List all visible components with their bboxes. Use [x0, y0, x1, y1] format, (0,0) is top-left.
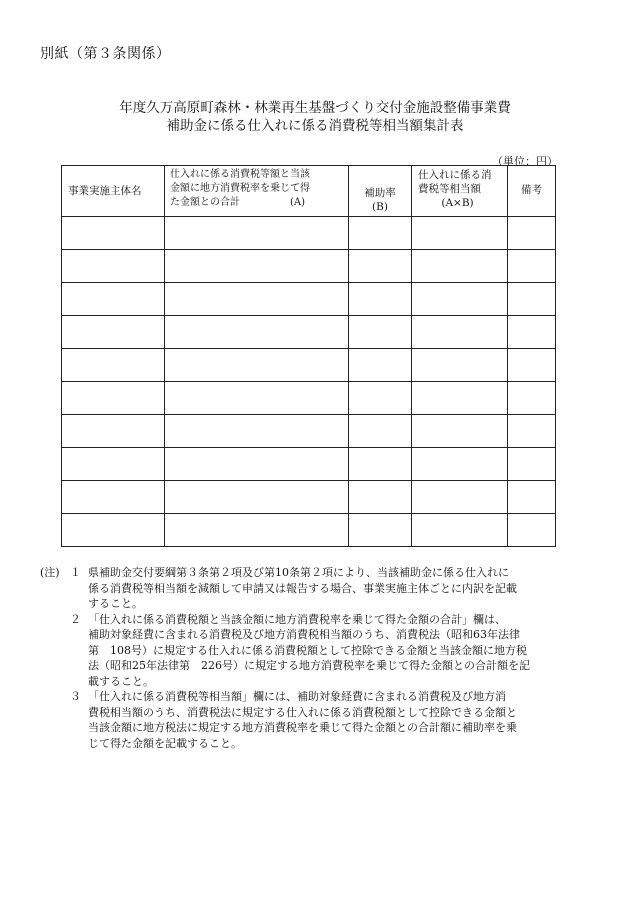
table-cell[interactable]: [412, 415, 508, 448]
table-cell[interactable]: [508, 316, 556, 349]
table-cell[interactable]: [412, 283, 508, 316]
table-cell[interactable]: [165, 415, 349, 448]
table-cell[interactable]: [508, 382, 556, 415]
table-row: [62, 349, 556, 382]
header-subsidy-rate: 補助率 (B): [349, 166, 412, 217]
table-cell[interactable]: [165, 481, 349, 514]
title-line-2: 補助金に係る仕入れに係る消費税等相当額集計表: [166, 118, 464, 134]
table-cell[interactable]: [62, 448, 165, 481]
table-cell[interactable]: [412, 250, 508, 283]
table-row: [62, 382, 556, 415]
table-cell[interactable]: [412, 349, 508, 382]
header-entity-name: 事業実施主体名: [62, 166, 165, 217]
notes-prefix: (注): [40, 566, 60, 579]
table-cell[interactable]: [412, 382, 508, 415]
table-header-row: [62, 166, 556, 217]
table-cell[interactable]: [165, 283, 349, 316]
table-cell[interactable]: [349, 514, 412, 547]
table-cell[interactable]: [62, 481, 165, 514]
table-row: [62, 217, 556, 250]
note-number: ３: [70, 690, 81, 703]
table-cell[interactable]: [62, 382, 165, 415]
table-cell[interactable]: [62, 349, 165, 382]
table-cell[interactable]: [349, 283, 412, 316]
header-tax-equivalent: 仕入れに係る消 費税等相当額 (A×B): [412, 166, 508, 217]
table-cell[interactable]: [412, 448, 508, 481]
table-cell[interactable]: [412, 316, 508, 349]
table-row: [62, 448, 556, 481]
note-number: ２: [70, 612, 81, 626]
note-item-3: [40, 689, 560, 751]
table-cell[interactable]: [412, 217, 508, 250]
note-text: 「仕入れに係る消費税等相当額」欄には、補助対象経費に含まれる消費税及び地方消 費税相当額のうち、消費税法に規定する仕入れに係る消費税額として控除できる金額と 当該金額に地方税法に規定する地方消費税率を乗じて得た金額との合計額に補助率を乗 じて得た金額を記載すること。: [88, 690, 517, 750]
note-number: １: [70, 566, 81, 579]
table-cell[interactable]: [349, 415, 412, 448]
table-cell[interactable]: [508, 448, 556, 481]
table-row: [62, 250, 556, 283]
table-row: [62, 481, 556, 514]
table-cell[interactable]: [508, 514, 556, 547]
table-row: [62, 283, 556, 316]
header-tax-amount-total: 仕入れに係る消費税等額と当該 金額に地方消費税率を乗じて得 た金額との合計 (A): [165, 166, 349, 217]
table-cell[interactable]: [508, 283, 556, 316]
appendix-label: 別紙（第３条関係）: [40, 46, 171, 62]
table-cell[interactable]: [62, 217, 165, 250]
header-remarks: 備考: [508, 166, 556, 217]
table-cell[interactable]: [165, 250, 349, 283]
table-row: [62, 514, 556, 547]
unit-label: （単位：円）: [492, 155, 558, 168]
table-cell[interactable]: [165, 349, 349, 382]
table-cell[interactable]: [62, 415, 165, 448]
table-cell[interactable]: [349, 382, 412, 415]
table-cell[interactable]: [62, 283, 165, 316]
table-row: [62, 316, 556, 349]
table-cell[interactable]: [165, 448, 349, 481]
table-cell[interactable]: [349, 316, 412, 349]
table-cell[interactable]: [349, 250, 412, 283]
table-cell[interactable]: [165, 382, 349, 415]
note-item-2: [40, 612, 560, 690]
table-cell[interactable]: [508, 415, 556, 448]
document-title: [0, 99, 630, 135]
table-cell[interactable]: [349, 448, 412, 481]
table-cell[interactable]: [165, 217, 349, 250]
table-cell[interactable]: [349, 217, 412, 250]
notes-section: [40, 565, 560, 751]
table-cell[interactable]: [62, 514, 165, 547]
table-cell[interactable]: [508, 250, 556, 283]
table-row: [62, 415, 556, 448]
table-cell[interactable]: [508, 349, 556, 382]
table-cell[interactable]: [508, 481, 556, 514]
table-cell[interactable]: [62, 250, 165, 283]
tax-summary-table: [61, 165, 556, 547]
table-cell[interactable]: [349, 349, 412, 382]
table-cell[interactable]: [165, 316, 349, 349]
note-text: 「仕入れに係る消費税額と当該金額に地方消費税率を乗じて得た金額の合計」欄は、 補助対象経費に含まれる消費税及び地方消費税相当額のうち、消費税法（昭和63年法律 第 108号）に規定する仕入れに係る消費税額として控除できる金額と当該金額に地方税 法（昭和25年法律第 226号）に規定する地方消費税率を乗じて得た金額との合計額を記 載すること。: [88, 612, 530, 688]
table-cell[interactable]: [349, 481, 412, 514]
note-text: 県補助金交付要綱第３条第２項及び第10条第２項により、当該補助金に係る仕入れに 係る消費税等相当額を減額して申請又は報告する場合、事業実施主体ごとに内訳を記載 すること。: [88, 566, 517, 610]
table-cell[interactable]: [62, 316, 165, 349]
table-cell[interactable]: [412, 481, 508, 514]
table-cell[interactable]: [508, 217, 556, 250]
table-cell[interactable]: [165, 514, 349, 547]
title-line-1: 年度久万高原町森林・林業再生基盤づくり交付金施設整備事業費: [119, 100, 511, 116]
note-item-1: [40, 565, 560, 612]
table-cell[interactable]: [412, 514, 508, 547]
